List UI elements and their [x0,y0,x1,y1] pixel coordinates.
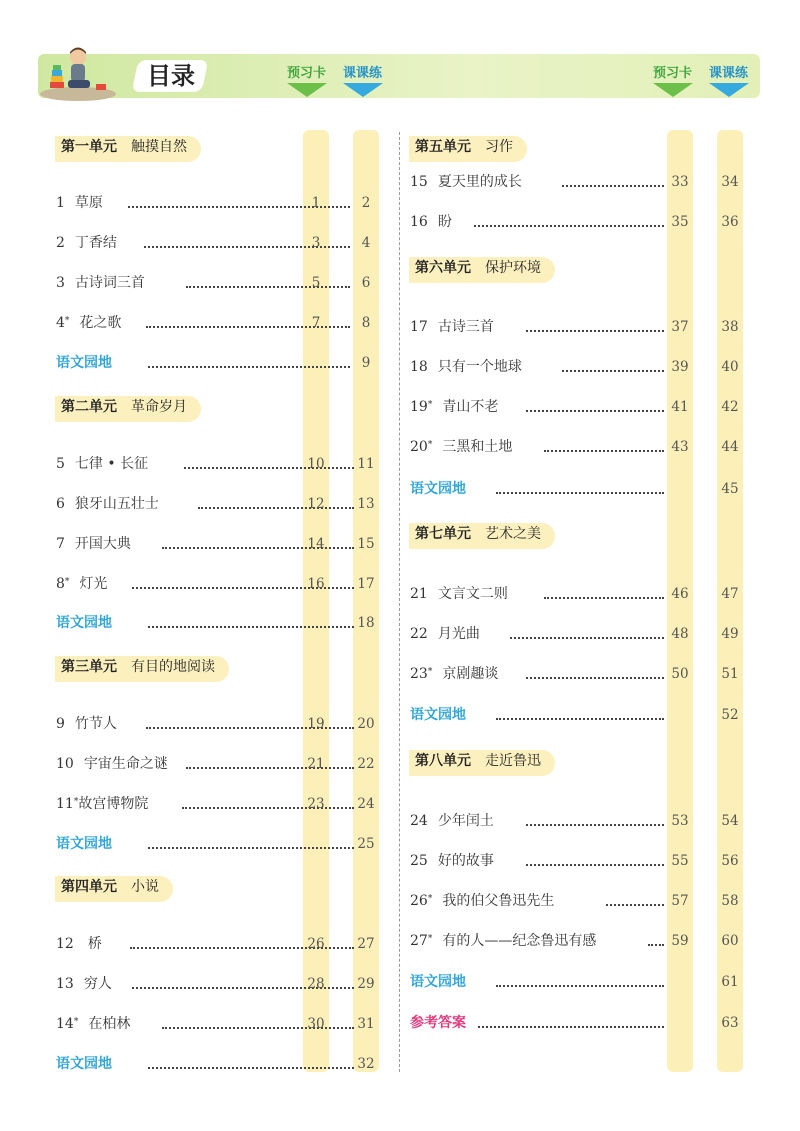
toc-row[interactable]: 17 古诗三首 [410,317,494,337]
practice-page: 47 [721,586,739,602]
preview-page: 30 [307,1016,325,1032]
practice-page: 34 [721,174,739,190]
practice-page: 15 [357,536,375,552]
toc-row[interactable]: 6 狼牙山五壮士 [56,494,159,514]
unit-heading: 第四单元 小说 [55,876,173,902]
practice-page: 61 [721,974,739,990]
yuwen-row[interactable]: 语文园地 [56,834,112,854]
preview-page: 53 [671,813,689,829]
preview-page: 12 [307,496,325,512]
practice-page: 4 [361,235,371,251]
page-title: 目录 [147,62,195,90]
practice-page: 25 [357,836,375,852]
preview-column-header: 预习卡 [285,66,328,97]
toc-row[interactable]: 22 月光曲 [410,624,480,644]
yuwen-row[interactable]: 语文园地 [410,972,466,992]
practice-page: 40 [721,359,739,375]
preview-page: 33 [671,174,689,190]
practice-page: 31 [357,1016,375,1032]
practice-page: 20 [357,716,375,732]
practice-page: 9 [361,355,371,371]
preview-page: 41 [671,399,689,415]
toc-row[interactable]: 8* 灯光 [56,574,107,594]
practice-page: 52 [721,707,739,723]
preview-page: 5 [311,275,321,291]
preview-page: 57 [671,893,689,909]
toc-row[interactable]: 10 宇宙生命之谜 [56,754,168,774]
preview-page: 21 [307,756,325,772]
toc-row[interactable]: 13 穷人 [56,974,112,994]
toc-row[interactable]: 24 少年闰土 [410,811,494,831]
practice-page: 13 [357,496,375,512]
practice-page: 11 [357,456,375,472]
toc-row[interactable]: 18 只有一个地球 [410,357,522,377]
toc-row[interactable]: 25 好的故事 [410,851,494,871]
preview-page: 59 [671,933,689,949]
toc-row[interactable]: 5 七律 • 长征 [56,454,148,474]
practice-page: 6 [361,275,371,291]
unit-heading: 第八单元 走近鲁迅 [409,750,555,776]
toc-row[interactable]: 15 夏天里的成长 [410,172,522,192]
toc-row[interactable]: 1 草原 [56,193,103,213]
preview-page: 55 [671,853,689,869]
preview-page: 1 [311,195,321,211]
practice-page: 2 [361,195,371,211]
practice-column-header-right: 课课练 [707,66,750,97]
preview-page: 10 [307,456,325,472]
toc-row[interactable]: 26* 我的伯父鲁迅先生 [410,891,554,911]
practice-page: 32 [357,1056,375,1072]
toc-row[interactable]: 19* 青山不老 [410,397,498,417]
practice-page: 58 [721,893,739,909]
practice-page: 29 [357,976,375,992]
practice-page: 54 [721,813,739,829]
unit-heading: 第一单元 触摸自然 [55,136,201,162]
practice-page: 17 [357,576,375,592]
toc-row[interactable]: 23* 京剧趣谈 [410,664,498,684]
unit-heading: 第五单元 习作 [409,136,527,162]
practice-page: 45 [721,481,739,497]
yuwen-row[interactable]: 语文园地 [410,479,466,499]
practice-page: 8 [361,315,371,331]
yuwen-row[interactable]: 语文园地 [56,1054,112,1074]
toc-row[interactable]: 16 盼 [410,212,452,232]
yuwen-row[interactable]: 语文园地 [56,613,112,633]
practice-page: 44 [721,439,739,455]
practice-page: 27 [357,936,375,952]
practice-column-stripe [353,130,379,1072]
toc-row[interactable]: 12 桥 [56,934,102,954]
practice-page: 24 [357,796,375,812]
toc-row[interactable]: 9 竹节人 [56,714,117,734]
preview-page: 19 [307,716,325,732]
preview-page: 23 [307,796,325,812]
yuwen-row[interactable]: 语文园地 [410,705,466,725]
preview-page: 37 [671,319,689,335]
toc-row[interactable]: 21 文言文二则 [410,584,508,604]
practice-page: 49 [721,626,739,642]
practice-page: 18 [357,615,375,631]
practice-page: 42 [721,399,739,415]
preview-page: 14 [307,536,325,552]
practice-page: 22 [357,756,375,772]
practice-page: 36 [721,214,739,230]
unit-heading: 第三单元 有目的地阅读 [55,656,229,682]
preview-page: 50 [671,666,689,682]
toc-row[interactable]: 3 古诗词三首 [56,273,145,293]
practice-page: 56 [721,853,739,869]
preview-page: 46 [671,586,689,602]
toc-row[interactable]: 14* 在柏林 [56,1014,130,1034]
column-divider [399,132,400,1072]
preview-page: 39 [671,359,689,375]
kid-with-toy-tower-icon [38,44,118,102]
preview-page: 48 [671,626,689,642]
toc-row[interactable]: 11*故宫博物院 [56,794,148,814]
practice-page: 63 [721,1015,739,1031]
preview-page: 43 [671,439,689,455]
toc-row[interactable]: 7 开国大典 [56,534,131,554]
practice-page: 38 [721,319,739,335]
unit-heading: 第二单元 革命岁月 [55,396,201,422]
preview-column-header-right: 预习卡 [651,66,694,97]
preview-page: 3 [311,235,321,251]
unit-heading: 第七单元 艺术之美 [409,523,555,549]
practice-column-header: 课课练 [341,66,384,97]
practice-page: 60 [721,933,739,949]
toc-row[interactable]: 4* 花之歌 [56,313,121,333]
preview-page: 16 [307,576,325,592]
toc-row[interactable]: 2 丁香结 [56,233,117,253]
toc-row[interactable]: 20* 三黑和土地 [410,437,512,457]
unit-heading: 第六单元 保护环境 [409,257,555,283]
practice-page: 51 [721,666,739,682]
answers-row[interactable]: 参考答案 [410,1013,466,1033]
preview-page: 35 [671,214,689,230]
toc-row[interactable]: 27* 有的人——纪念鲁迅有感 [410,931,596,951]
preview-page: 26 [307,936,325,952]
preview-page: 7 [311,315,321,331]
preview-page: 28 [307,976,325,992]
yuwen-row[interactable]: 语文园地 [56,353,112,373]
